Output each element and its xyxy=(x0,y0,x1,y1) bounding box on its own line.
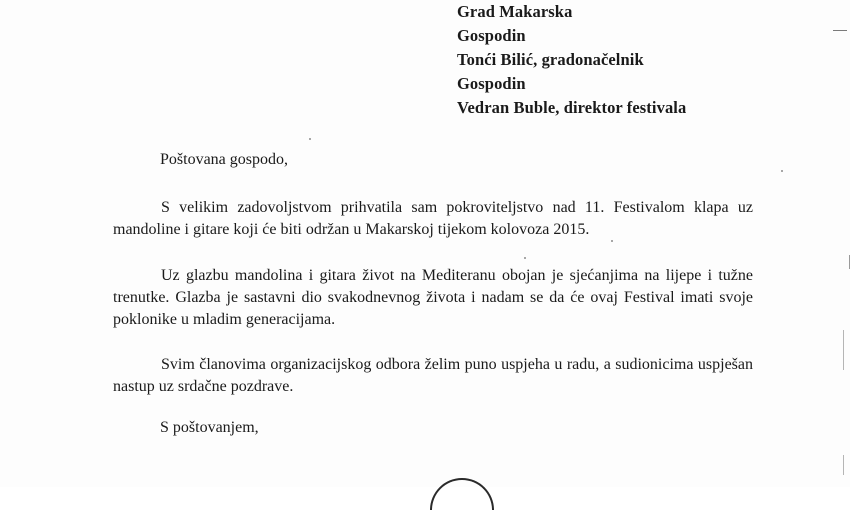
scan-edge-mark xyxy=(833,30,847,31)
addressee-mayor: Tonći Bilić, gradonačelnik xyxy=(457,50,644,69)
body-paragraph-2: Uz glazbu mandolina i gitara život na Mediteranu obojan je sjećanjima na lijepe i tužne trenutke. Glazba je sastavni dio svakodnevnog života i nadam se da će ovaj Festival imati svoje poklonike u mladim generacijama. xyxy=(113,267,753,328)
scan-speck xyxy=(524,257,526,259)
scan-edge-mark xyxy=(843,455,844,475)
scan-speck xyxy=(611,240,613,242)
body-paragraph-3: Svim članovima organizacijskog odbora želim puno uspjeha u radu, a sudionicima uspješan nastup uz srdačne pozdrave. xyxy=(113,356,753,395)
addressee-title-2: Gospodin xyxy=(457,74,526,93)
addressee-festival-director: Vedran Buble, direktor festivala xyxy=(457,98,687,117)
addressee-title-1: Gospodin xyxy=(457,26,526,45)
addressee-city: Grad Makarska xyxy=(457,2,573,21)
addressee-block xyxy=(457,0,686,120)
scan-edge-mark xyxy=(843,330,844,370)
official-seal xyxy=(430,478,494,510)
closing-phrase: S poštovanjem, xyxy=(160,419,259,436)
body-paragraph-1: S velikim zadovoljstvom prihvatila sam pokroviteljstvo nad 11. Festivalom klapa uz mandoline i gitare koji će biti održan u Makarskoj tijekom kolovoza 2015. xyxy=(113,199,753,238)
scan-speck xyxy=(309,138,311,140)
salutation: Poštovana gospodo, xyxy=(160,151,288,168)
scan-speck xyxy=(781,170,783,172)
